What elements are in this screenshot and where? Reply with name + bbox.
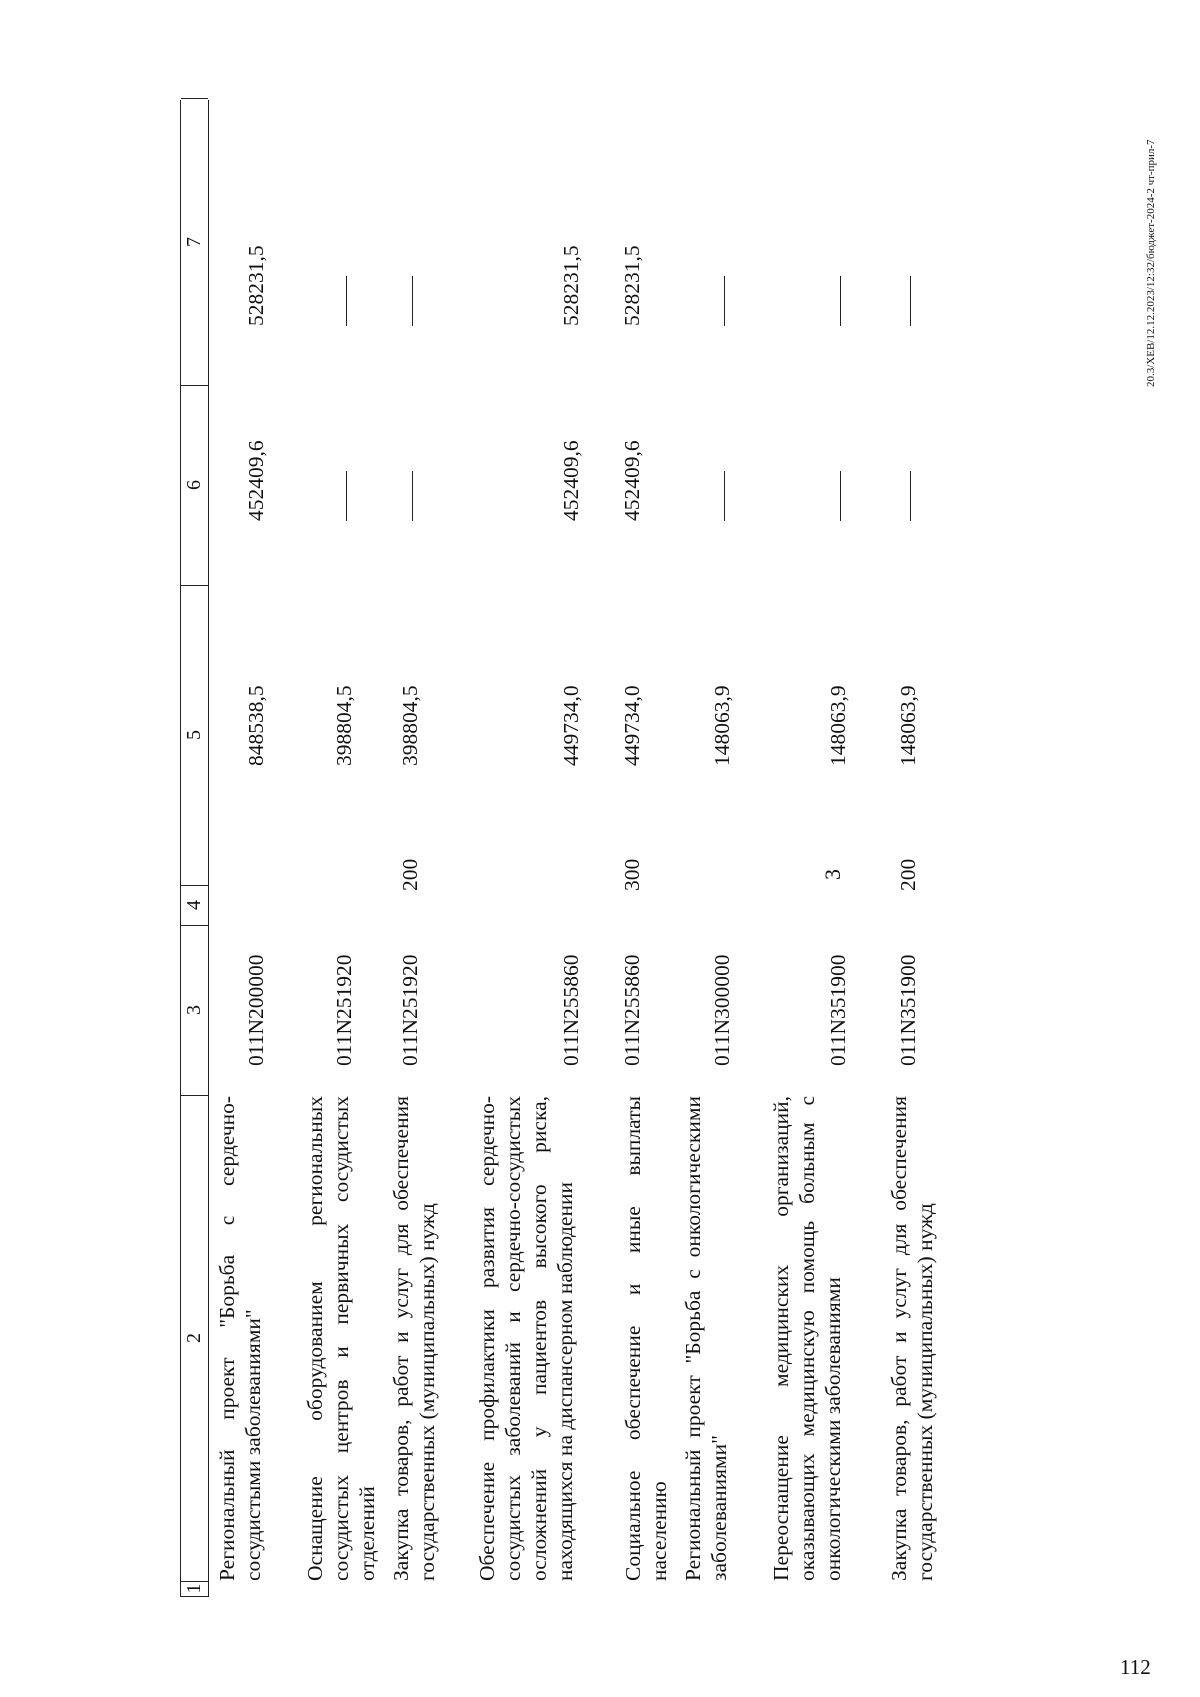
row-name: Переоснащение медицинских организаций, оказывающих медицинскую помощь больным с онкологическими заболеваниями <box>769 1096 845 1581</box>
header-col-6: 6 <box>181 385 208 586</box>
row-value-6-dash <box>896 471 921 521</box>
dash-mark <box>346 276 347 326</box>
row-value-7-dash <box>826 276 851 326</box>
row-value-7-dash <box>398 276 423 326</box>
row-value-5: 398804,5 <box>398 685 422 766</box>
page-number: 3 <box>820 869 845 880</box>
row-value-5: 148063,9 <box>710 685 734 766</box>
row-value-7: 528231,5 <box>620 245 644 326</box>
row-value-7: 528231,5 <box>244 245 268 326</box>
footer-code: 20.3/ХЕВ/12.12.2023/12:32/бюджет-2024-2 чт-прил-7 <box>1145 139 1157 387</box>
dash-mark <box>840 276 841 326</box>
row-value-6: 452409,6 <box>244 440 268 521</box>
row-value-5: 848538,5 <box>244 685 268 766</box>
row-value-6-dash <box>826 471 851 521</box>
dash-mark <box>840 471 841 521</box>
row-code: 011N255860 <box>559 954 583 1066</box>
header-col-5: 5 <box>181 585 208 886</box>
row-code: 011N200000 <box>244 954 268 1066</box>
row-name: Обеспечение профилактики развития сердечно-сосудистых заболеваний и сердечно-сосудистых осложнений у пациентов высокого риска, находящихся на диспансерном наблюдении <box>475 1096 577 1581</box>
row-value-6: 452409,6 <box>559 440 583 521</box>
row-code: 011N351900 <box>826 954 850 1066</box>
row-name: Региональный проект "Борьба с сердечно-сосудистыми заболеваниями" <box>215 1096 265 1581</box>
header-col-3: 3 <box>181 925 208 1096</box>
row-code: 011N251920 <box>398 954 422 1066</box>
row-value-6: 452409,6 <box>620 440 644 521</box>
row-code: 011N351900 <box>896 954 920 1066</box>
row-value-5: 449734,0 <box>620 685 644 766</box>
row-name: Закупка товаров, работ и услуг для обеспечения государственных (муниципальных) нужд <box>389 1096 439 1581</box>
row-name: Социальное обеспечение и иные выплаты населению <box>621 1096 671 1581</box>
row-value-5: 449734,0 <box>559 685 583 766</box>
row-value-5: 398804,5 <box>332 685 356 766</box>
header-col-1: 1 <box>181 1581 208 1597</box>
row-code: 011N251920 <box>332 954 356 1066</box>
row-value-7-dash <box>896 276 921 326</box>
row-type: 300 <box>620 858 644 891</box>
dash-mark <box>412 276 413 326</box>
dash-mark <box>346 471 347 521</box>
row-value-7-dash <box>332 276 357 326</box>
row-code: 011N255860 <box>620 954 644 1066</box>
row-name: Оснащение оборудованием региональных сосудистых центров и первичных сосудистых отделений <box>303 1096 379 1581</box>
dash-mark <box>724 471 725 521</box>
dash-mark <box>724 276 725 326</box>
row-value-5: 148063,9 <box>896 685 920 766</box>
row-name: Региональный проект "Борьба с онкологическими заболеваниями" <box>681 1096 731 1581</box>
row-value-7-dash <box>710 276 735 326</box>
header-col-7: 7 <box>181 98 208 386</box>
row-value-5: 148063,9 <box>826 685 850 766</box>
row-value-7: 528231,5 <box>559 245 583 326</box>
row-value-6-dash <box>332 471 357 521</box>
header-col-2: 2 <box>181 1095 208 1582</box>
dash-mark <box>910 471 911 521</box>
row-type: 200 <box>398 858 422 891</box>
row-name: Закупка товаров, работ и услуг для обеспечения государственных (муниципальных) нужд <box>887 1096 937 1581</box>
dash-mark <box>412 471 413 521</box>
row-type: 200 <box>896 858 920 891</box>
row-code: 011N300000 <box>710 954 734 1066</box>
dash-mark <box>910 276 911 326</box>
row-value-6-dash <box>710 471 735 521</box>
table-header <box>180 100 209 1597</box>
header-col-4: 4 <box>181 885 208 926</box>
row-value-6-dash <box>398 471 423 521</box>
sheet-number: 112 <box>1120 1655 1151 1679</box>
